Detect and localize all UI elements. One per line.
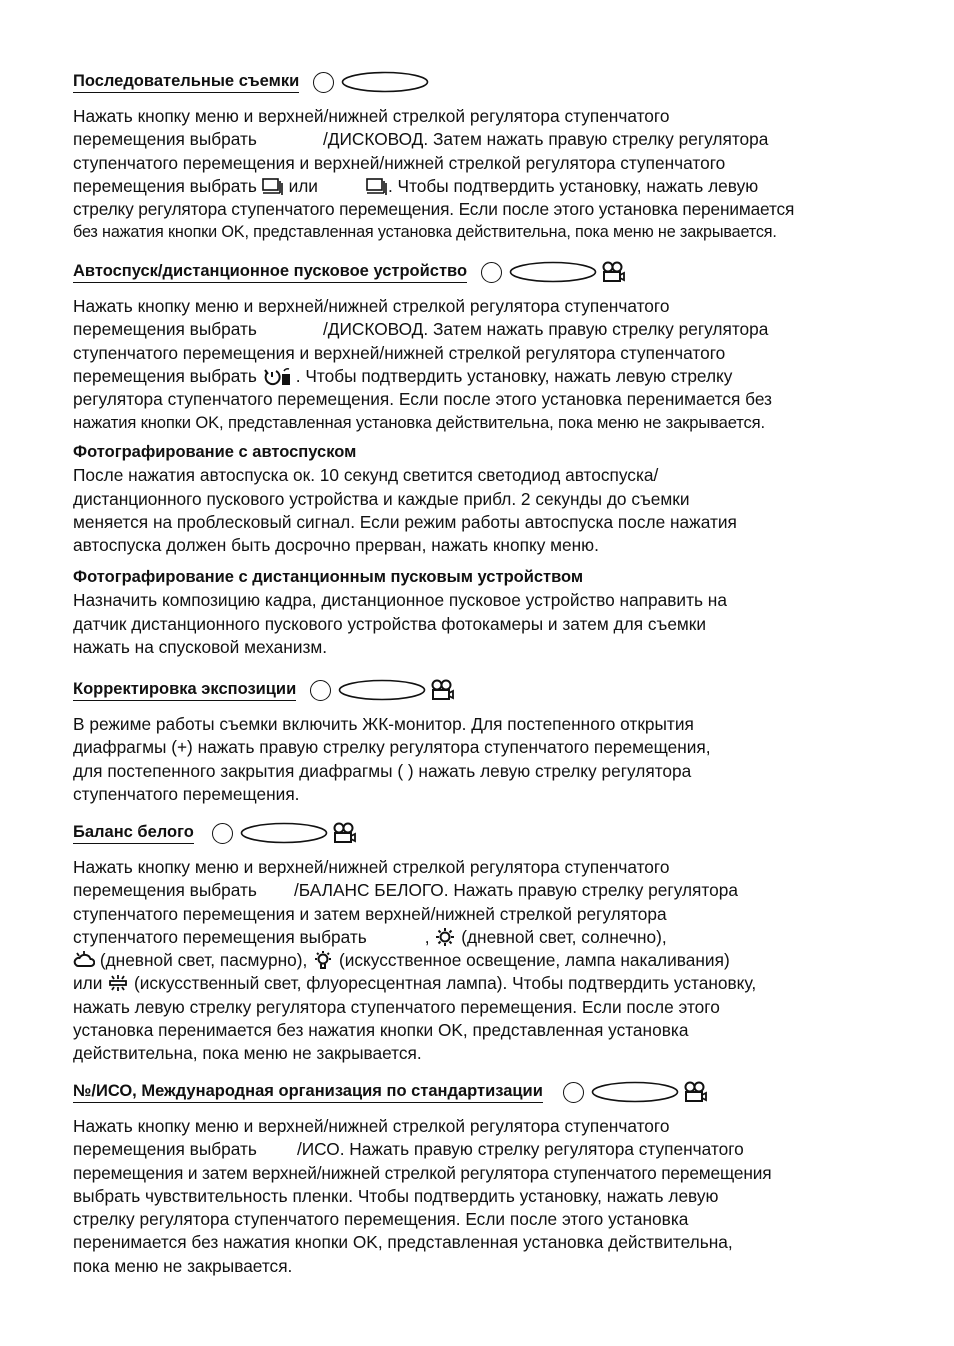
text-line: ступенчатого перемещения и верхней/нижней стрелкой регулятора ступенчатого [73, 152, 726, 173]
section-body [73, 295, 893, 435]
text-fragment: (искусственный свет, флуоресцентная лампа). Чтобы подтвердить установку, [134, 973, 757, 994]
text-fragment: ступенчатого перемещения выбрать [73, 926, 367, 947]
section-body [73, 105, 893, 245]
section-heading [73, 69, 893, 95]
mode-circle-icon [313, 72, 334, 93]
movie-camera-icon [332, 822, 356, 844]
text-fragment: /ИСО. Нажать правую стрелку регулятора ступенчатого [296, 1139, 744, 1160]
text-line: пока меню не закрывается. [73, 1255, 293, 1276]
text-fragment: перемещения выбрать [73, 319, 257, 340]
text-line: диафрагмы (+) нажать правую стрелку регулятора ступенчатого перемещения, [73, 737, 711, 758]
mode-circle-icon [212, 823, 233, 844]
text-fragment: перемещения выбрать [73, 365, 257, 386]
text-line: автоспуска должен быть досрочно прерван, нажать кнопку меню. [73, 535, 599, 556]
mode-oval-icon [240, 822, 328, 844]
text-fragment: перемещения выбрать [73, 129, 257, 150]
mode-oval-icon [509, 261, 597, 283]
text-fragment: /БАЛАНС БЕЛОГО. Нажать правую стрелку регулятора [293, 880, 738, 901]
text-line [73, 949, 893, 972]
text-line: нажать на спусковой механизм. [73, 636, 328, 657]
text-line [73, 318, 893, 341]
section-body [73, 1115, 893, 1278]
text-fragment: (дневной свет, пасмурно), [99, 950, 308, 971]
text-line: перенимается без нажатия кнопки OK, представленная установка действительна, [73, 1232, 733, 1253]
fluorescent-icon [107, 973, 129, 993]
section-sequential [73, 69, 893, 245]
subsection-title: Фотографирование с дистанционным пусковым устройством [73, 568, 584, 586]
text-line: ступенчатого перемещения. [73, 783, 300, 804]
text-line: В режиме работы съемки включить ЖК-монитор. Для постепенного открытия [73, 714, 694, 734]
mode-circle-icon [310, 680, 331, 701]
movie-camera-icon [683, 1081, 707, 1103]
cloud-icon [73, 950, 95, 970]
text-fragment: перемещения выбрать [73, 880, 257, 901]
mode-icons [563, 1081, 707, 1103]
text-line: без нажатия кнопки OK, представленная установка действительна, пока меню не закрывается. [73, 223, 777, 242]
text-line: датчик дистанционного пускового устройства фотокамеры и затем для съемки [73, 613, 707, 634]
text-fragment: или [73, 973, 103, 994]
section-whitebalance [73, 820, 893, 1066]
text-fragment: перемещения выбрать [73, 175, 257, 196]
text-fragment: /ДИСКОВОД. Затем нажать правую стрелку регулятора [322, 319, 769, 340]
text-line [73, 972, 893, 995]
text-line: меняется на проблесковый сигнал. Если режим работы автоспуска после нажатия [73, 511, 737, 532]
sequential-shooting-icon [366, 176, 388, 196]
text-line: ступенчатого перемещения и верхней/нижней стрелкой регулятора ступенчатого [73, 342, 726, 363]
section-title: Корректировка экспозиции [73, 680, 296, 701]
text-line: регулятора ступенчатого перемещения. Если после этого установка перенимается без [73, 389, 772, 410]
section-heading [73, 677, 893, 703]
movie-camera-icon [601, 261, 625, 283]
text-line: для постепенного закрытия диафрагмы ( ) нажать левую стрелку регулятора [73, 760, 692, 781]
section-heading [73, 1079, 893, 1105]
text-line [73, 879, 893, 902]
mode-icons [310, 679, 454, 701]
movie-camera-icon [430, 679, 454, 701]
text-fragment: . Чтобы подтвердить установку, нажать левую стрелку [295, 365, 733, 386]
section-heading [73, 259, 893, 285]
self-timer-remote-icon [262, 366, 296, 386]
text-line: выбрать чувствительность пленки. Чтобы подтвердить установку, нажать левую [73, 1185, 719, 1206]
mode-icons [481, 261, 625, 283]
text-line: действительна, пока меню не закрывается. [73, 1043, 422, 1064]
text-line: Нажать кнопку меню и верхней/нижней стрелкой регулятора ступенчатого [73, 106, 670, 126]
text-line [73, 926, 893, 949]
text-fragment: , [424, 926, 430, 947]
subsection-title: Фотографирование с автоспуском [73, 443, 357, 461]
section-body [73, 856, 893, 1066]
mode-oval-icon [591, 1081, 679, 1103]
text-line: ступенчатого перемещения и затем верхней/нижней стрелкой регулятора [73, 903, 667, 924]
sequential-shooting-icon [262, 176, 284, 196]
text-line [73, 175, 893, 198]
text-line: нажатия кнопки OK, представленная установка действительна, пока меню не закрывается. [73, 413, 765, 433]
mode-circle-icon [563, 1082, 584, 1103]
text-fragment: перемещения выбрать [73, 1139, 257, 1160]
text-fragment: (искусственное освещение, лампа накаливания) [338, 950, 730, 971]
text-fragment: или [288, 175, 318, 196]
section-heading [73, 820, 893, 846]
text-line [73, 128, 893, 151]
text-line: перемещения и затем верхней/нижней стрелкой регулятора ступенчатого перемещения [73, 1162, 772, 1183]
text-line: После нажатия автоспуска ок. 10 секунд светится светодиод автоспуска/ [73, 465, 659, 486]
section-title: Автоспуск/дистанционное пусковое устройство [73, 262, 467, 283]
section-title: №/ИСО, Международная организация по стандартизации [73, 1082, 543, 1103]
mode-oval-icon [338, 679, 426, 701]
text-line [73, 1138, 893, 1161]
mode-oval-icon [341, 71, 429, 93]
text-fragment: . Чтобы подтвердить установку, нажать левую [387, 175, 759, 196]
section-body [73, 441, 893, 557]
text-line: установка перенимается без нажатия кнопки OK, представленная установка [73, 1020, 689, 1041]
text-line: стрелку регулятора ступенчатого перемещения. Если после этого установка перенимается [73, 199, 795, 220]
section-selftimer [73, 259, 893, 435]
section-title: Баланс белого [73, 823, 194, 844]
section-remote-photo [73, 566, 893, 659]
mode-icons [212, 822, 356, 844]
text-line: нажать левую стрелку регулятора ступенчатого перемещения. Если после этого [73, 996, 720, 1017]
section-body [73, 713, 893, 806]
mode-circle-icon [481, 262, 502, 283]
text-line: Нажать кнопку меню и верхней/нижней стрелкой регулятора ступенчатого [73, 857, 670, 877]
text-line: стрелку регулятора ступенчатого перемещения. Если после этого установка [73, 1209, 689, 1230]
text-line: Назначить композицию кадра, дистанционное пусковое устройство направить на [73, 590, 727, 611]
incandescent-icon [312, 950, 334, 970]
section-title: Последовательные съемки [73, 72, 299, 93]
section-selftimer-photo [73, 441, 893, 557]
text-line [73, 365, 893, 388]
section-body [73, 566, 893, 659]
text-line: Нажать кнопку меню и верхней/нижней стрелкой регулятора ступенчатого [73, 296, 670, 316]
mode-icons [313, 71, 429, 93]
section-exposure [73, 677, 893, 806]
sun-icon [434, 927, 456, 947]
text-line: Нажать кнопку меню и верхней/нижней стрелкой регулятора ступенчатого [73, 1116, 670, 1136]
section-iso [73, 1079, 893, 1278]
text-fragment: /ДИСКОВОД. Затем нажать правую стрелку регулятора [322, 129, 769, 150]
text-fragment: (дневной свет, солнечно), [461, 926, 667, 947]
text-line: дистанционного пускового устройства и каждые прибл. 2 секунды до съемки [73, 488, 690, 509]
